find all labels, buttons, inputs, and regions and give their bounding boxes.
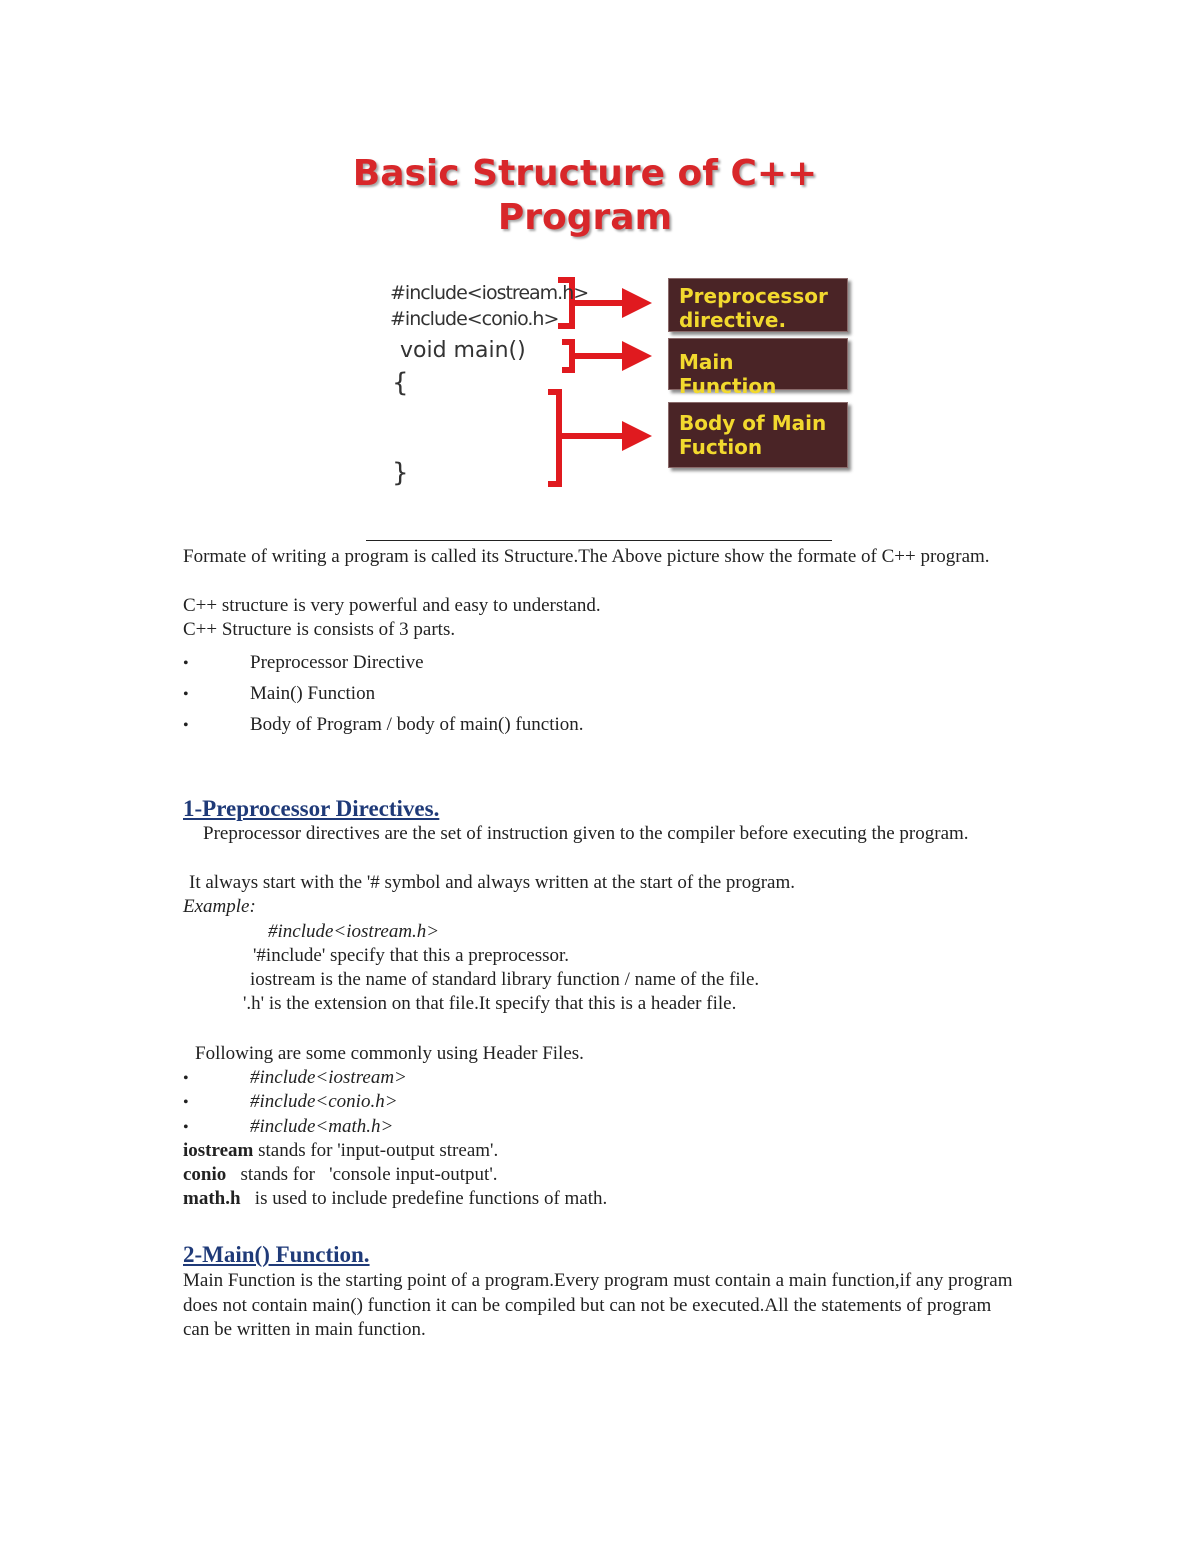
structure-figure bbox=[340, 140, 860, 500]
definition-text: stands for 'console input-output'. bbox=[226, 1164, 498, 1185]
code-close-brace: } bbox=[392, 458, 409, 488]
list-item-preprocessor: Preprocessor Directive bbox=[250, 652, 424, 673]
section2-paragraph-1: Main Function is the starting point of a program.Every program must contain a main function,if any program does not contain main() function it can be compiled but can not be executed.All the statements of program can be written in main function. bbox=[183, 1270, 1013, 1340]
definition-iostream bbox=[183, 1139, 498, 1163]
intro-paragraph-1: Formate of writing a program is called its Structure.The Above picture show the formate of C++ program. bbox=[183, 546, 990, 567]
definition-text: stands for 'input-output stream'. bbox=[253, 1140, 499, 1161]
definition-term: iostream bbox=[183, 1140, 254, 1161]
header-item-conio: #include<conio.h> bbox=[250, 1091, 398, 1112]
intro-paragraph-3: C++ Structure is consists of 3 parts. bbox=[183, 619, 456, 640]
bracket-body bbox=[548, 392, 559, 484]
definition-math bbox=[183, 1187, 607, 1211]
example-code: #include<iostream.h> bbox=[268, 921, 440, 942]
definition-conio bbox=[183, 1163, 498, 1187]
code-open-brace: { bbox=[392, 368, 409, 398]
bullet-marker: • bbox=[183, 655, 189, 672]
box-body-line1: Body of Main bbox=[679, 411, 827, 435]
example-explanation-2: iostream is the name of standard library function / name of the file. bbox=[250, 969, 760, 990]
section2-heading: 2-Main() Function. bbox=[183, 1242, 370, 1267]
bullet-marker: • bbox=[183, 717, 189, 734]
list-item-main-function: Main() Function bbox=[250, 683, 376, 704]
bracket-main bbox=[562, 342, 572, 370]
bullet-marker: • bbox=[183, 1119, 189, 1136]
bullet-marker: • bbox=[183, 686, 189, 703]
section1-paragraph-1: Preprocessor directives are the set of instruction given to the compiler before executing the program. bbox=[203, 823, 969, 844]
arrowhead-body bbox=[622, 421, 652, 451]
figure-caption-rule bbox=[366, 540, 832, 541]
definition-text: is used to include predefine functions of math. bbox=[240, 1188, 608, 1209]
arrowhead-preprocessor bbox=[622, 288, 652, 318]
box-main-function-label: Main Function bbox=[679, 350, 777, 398]
box-preprocessor-line1: Preprocessor bbox=[679, 284, 828, 308]
code-main-signature: void main() bbox=[400, 338, 526, 363]
box-preprocessor-line2: directive. bbox=[679, 308, 787, 332]
arrowhead-main bbox=[622, 341, 652, 371]
box-preprocessor-directive bbox=[668, 278, 848, 332]
box-body-line2: Fuction bbox=[679, 435, 763, 459]
bullet-marker: • bbox=[183, 1094, 189, 1111]
code-include-iostream: #include<iostream.h> bbox=[390, 282, 589, 304]
figure-title-line1: Basic Structure of C++ bbox=[352, 153, 818, 194]
header-item-math: #include<math.h> bbox=[250, 1116, 394, 1137]
header-files-intro: Following are some commonly using Header Files. bbox=[195, 1043, 584, 1064]
definition-term: conio bbox=[183, 1164, 227, 1185]
box-body-of-main bbox=[668, 402, 848, 468]
section1-paragraph-2: It always start with the '# symbol and always written at the start of the program. bbox=[189, 872, 795, 893]
header-item-iostream: #include<iostream> bbox=[250, 1067, 407, 1088]
code-include-conio: #include<conio.h> bbox=[390, 308, 559, 330]
figure-title-line2: Program bbox=[497, 197, 673, 238]
example-explanation-1: '#include' specify that this a preprocessor. bbox=[253, 945, 570, 966]
box-main-function bbox=[668, 338, 848, 398]
list-item-body: Body of Program / body of main() function. bbox=[250, 714, 584, 735]
example-explanation-3: '.h' is the extension on that file.It specify that this is a header file. bbox=[243, 993, 737, 1014]
section1-heading: 1-Preprocessor Directives. bbox=[183, 796, 440, 821]
definition-term: math.h bbox=[183, 1188, 241, 1209]
example-label: Example: bbox=[183, 896, 256, 917]
intro-paragraph-2: C++ structure is very powerful and easy to understand. bbox=[183, 595, 601, 616]
bullet-marker: • bbox=[183, 1070, 189, 1087]
